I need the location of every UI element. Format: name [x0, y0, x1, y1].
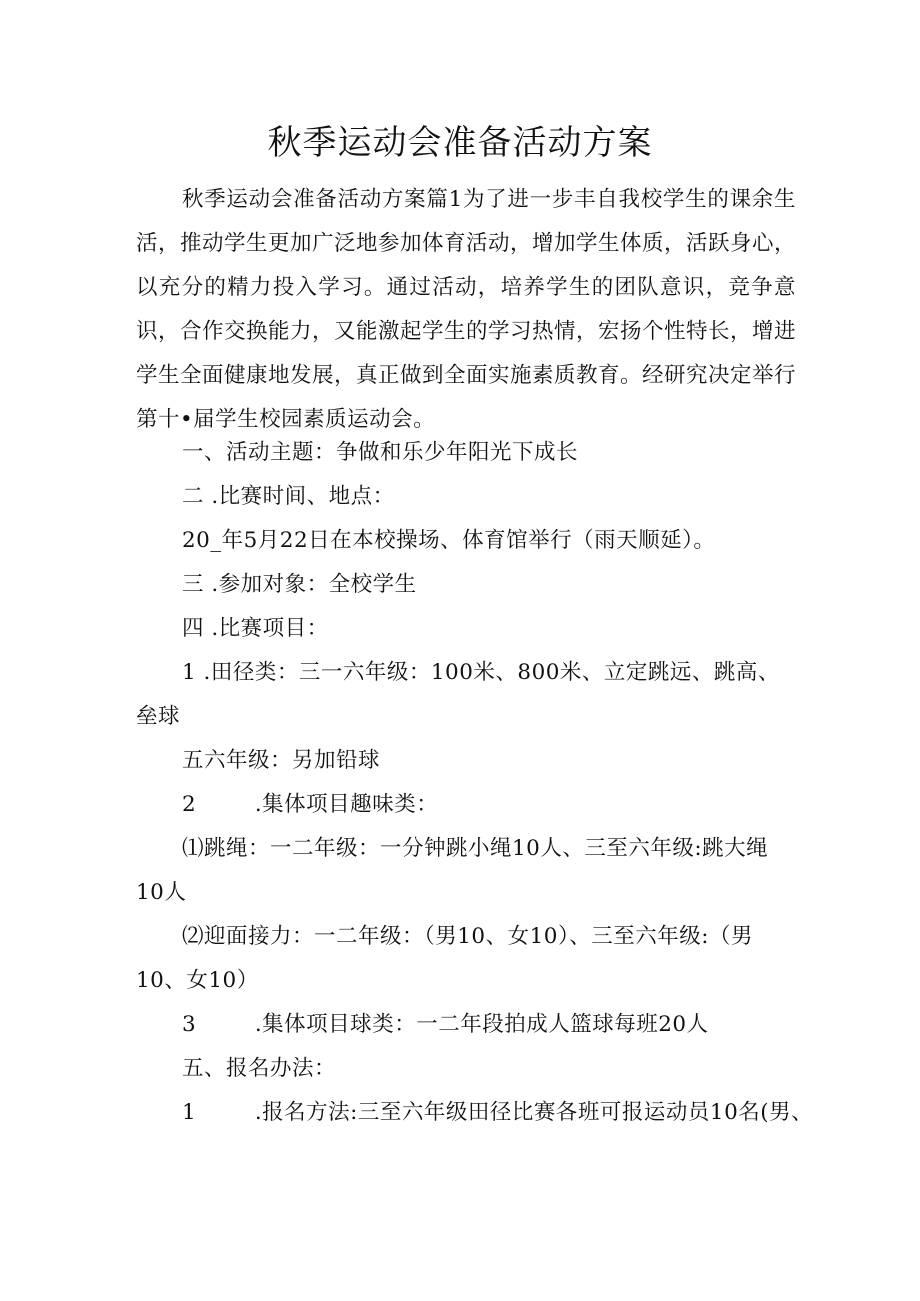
- registration-method: 1 .报名方法:三至六年级田径比赛各班可报运动员10名(男、: [182, 1100, 814, 1125]
- relay-item: ⑵迎面接力：一二年级：（男10、女10）、三至六年级:（男10、女10）: [136, 924, 753, 993]
- activity-theme: 一、活动主题：争做和乐少年阳光下成长: [182, 440, 579, 465]
- track-field-events: 1 .田径类：三一六年级：100米、800米、立定跳远、跳高、垒球: [136, 660, 780, 729]
- grade-56-extra: 五六年级：另加铅球: [182, 748, 381, 773]
- intro-paragraph: 秋季运动会准备活动方案篇1为了进一步丰自我校学生的课余生活，推动学生更加广泛地参加体育活动，增加学生体质，活跃身心，以充分的精力投入学习。通过活动，培养学生的团队意识，竞争意识，合作交换能力，又能激起学生的学习热情，宏扬个性特长，增进学生全面健康地发展，真正做到全面实施素质教育。经研究决定举行第十•届学生校园素质运动会。: [136, 187, 797, 432]
- events-heading: 四 .比赛项目：: [182, 616, 329, 641]
- participants: 三 .参加对象：全校学生: [182, 572, 417, 597]
- document-title: 秋季运动会准备活动方案: [267, 123, 653, 163]
- group-fun-heading: 2 .集体项目趣味类：: [182, 792, 439, 817]
- time-place-heading: 二 .比赛时间、地点：: [182, 484, 395, 509]
- registration-heading: 五、报名办法：: [182, 1056, 337, 1081]
- jump-rope-item: ⑴跳绳：一二年级：一分钟跳小绳10人、三至六年级:跳大绳10人: [136, 836, 769, 905]
- time-place-detail: 20_年5月22日在本校操场、体育馆举行（雨天顺延）。: [182, 528, 716, 553]
- group-ball-item: 3 .集体项目球类：一二年段拍成人篮球每班20人: [182, 1012, 709, 1037]
